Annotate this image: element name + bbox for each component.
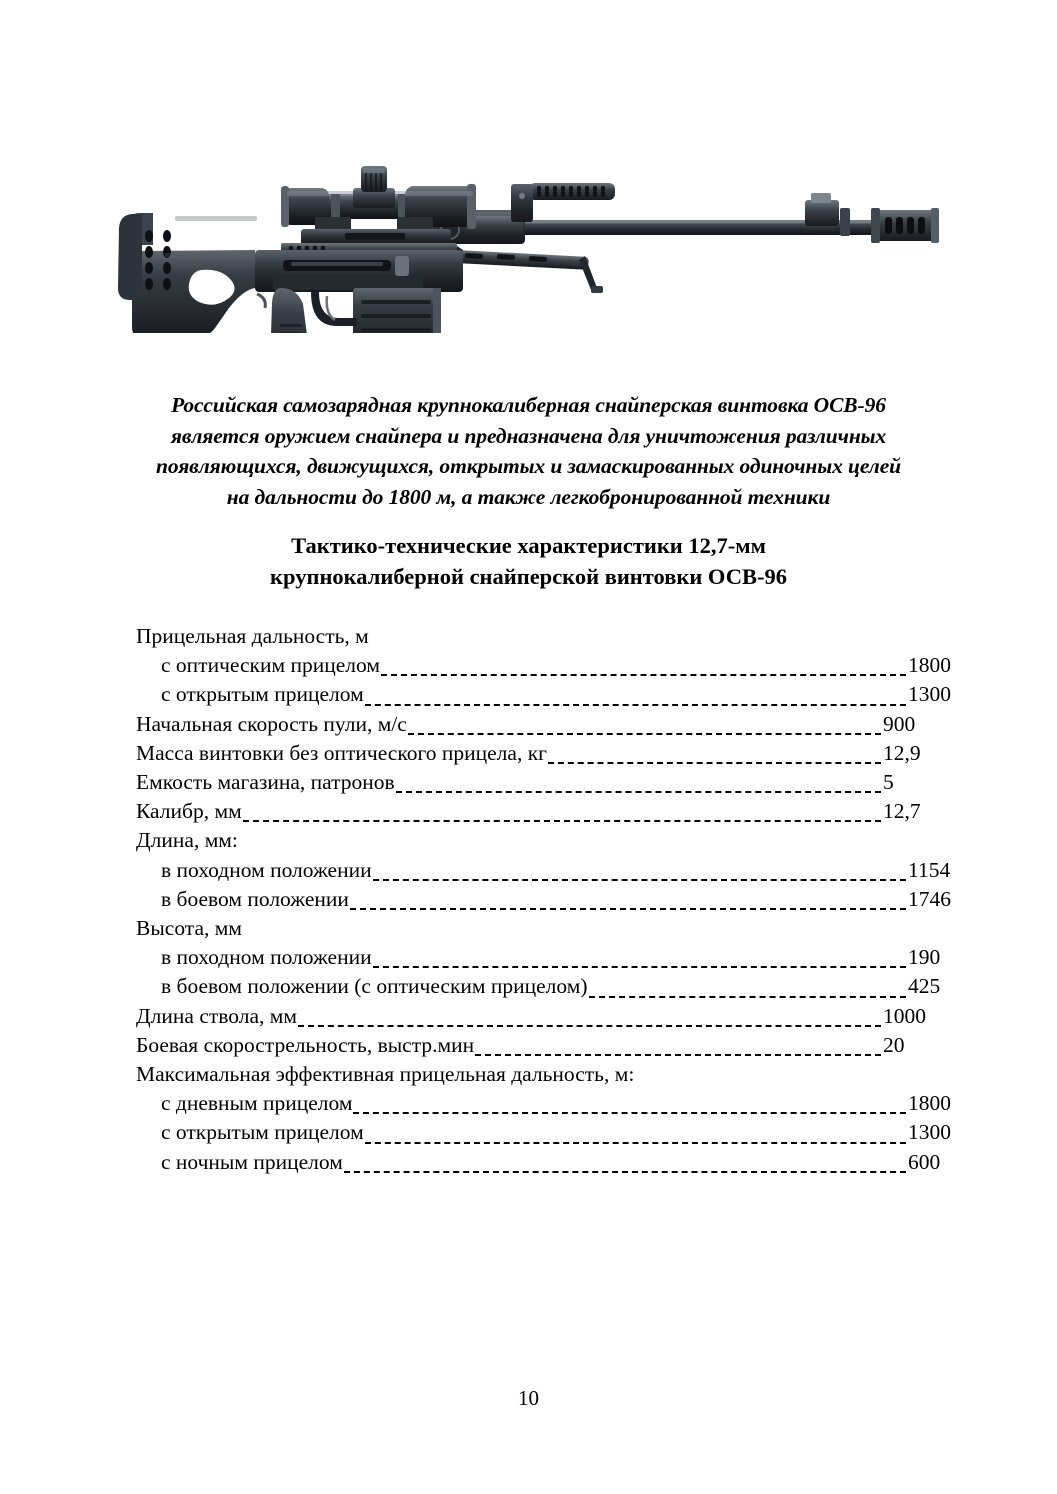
dot-leader xyxy=(373,965,906,968)
spec-label: в походном положении xyxy=(161,945,372,970)
spec-row xyxy=(136,914,941,943)
spec-row xyxy=(136,768,941,797)
intro-paragraph xyxy=(95,390,962,512)
spec-row xyxy=(136,943,966,972)
heading-line-2: крупнокалиберной снайперской винтовки ОСВ-96 xyxy=(270,564,787,589)
spec-row xyxy=(136,972,966,1001)
spec-row xyxy=(136,1089,966,1118)
dot-leader xyxy=(350,907,906,910)
dot-leader xyxy=(758,1084,881,1085)
page-number: 10 xyxy=(518,1386,539,1410)
dot-leader xyxy=(625,646,881,647)
dot-leader xyxy=(560,851,881,852)
spec-label: Длина ствола, мм xyxy=(136,1003,297,1028)
intro-line-4: на дальности до 1800 м, а также легкобронированной техники xyxy=(226,484,831,509)
spec-row xyxy=(136,1002,941,1031)
spec-value: 425 xyxy=(908,974,941,999)
spec-row xyxy=(136,710,941,739)
dot-leader xyxy=(365,1141,906,1144)
spec-label: с открытым прицелом xyxy=(161,1120,364,1145)
dot-leader xyxy=(475,1053,881,1056)
spec-row xyxy=(136,651,966,680)
spec-row xyxy=(136,622,941,651)
dot-leader xyxy=(381,673,906,676)
dot-leader xyxy=(344,1170,906,1173)
spec-row xyxy=(136,1118,966,1147)
dot-leader xyxy=(548,761,881,764)
spec-value: 1746 xyxy=(908,886,951,911)
spec-row xyxy=(136,739,941,768)
spec-row xyxy=(136,1031,941,1060)
dot-leader xyxy=(373,878,906,881)
spec-value: 12,9 xyxy=(883,740,921,765)
spec-label: в походном положении xyxy=(161,857,372,882)
spec-label: Боевая скорострельность, выстр.мин xyxy=(136,1032,475,1057)
spec-row xyxy=(136,680,966,709)
osv-96-rifle-figure xyxy=(105,138,945,333)
spec-label: в боевом положении xyxy=(161,886,349,911)
rifle-illustration xyxy=(105,138,945,333)
spec-value: 12,7 xyxy=(883,799,921,824)
spec-value: 1000 xyxy=(883,1003,926,1028)
dot-leader xyxy=(562,938,881,939)
dot-leader xyxy=(396,790,881,793)
dot-leader xyxy=(408,732,881,735)
spec-label: Емкость магазина, патронов xyxy=(136,770,395,795)
spec-value: 600 xyxy=(908,1149,941,1174)
spec-row xyxy=(136,1060,941,1089)
spec-value: 20 xyxy=(883,1032,905,1057)
spec-label: Высота, мм xyxy=(136,916,242,941)
heading-line-1: Тактико-технические характеристики 12,7-мм xyxy=(291,533,766,558)
spec-label: с дневным прицелом xyxy=(161,1091,353,1116)
spec-value: 190 xyxy=(908,945,941,970)
spec-value: 1800 xyxy=(908,1091,951,1116)
intro-line-1: Российская самозарядная крупнокалиберная снайперская винтовка ОСВ-96 xyxy=(171,393,886,417)
spec-value: 1154 xyxy=(908,857,951,882)
dot-leader xyxy=(589,995,906,998)
spec-value: 1300 xyxy=(908,682,951,707)
section-heading xyxy=(95,530,962,592)
spec-row xyxy=(136,797,941,826)
spec-value: 5 xyxy=(883,770,894,795)
spec-label: с открытым прицелом xyxy=(161,682,364,707)
dot-leader xyxy=(243,819,881,822)
spec-value: 900 xyxy=(883,711,916,736)
spec-row xyxy=(136,1148,966,1177)
spec-row xyxy=(136,826,941,855)
spec-label: с ночным прицелом xyxy=(161,1149,343,1174)
spec-label: Длина, мм: xyxy=(136,828,238,853)
dot-leader xyxy=(353,1111,906,1114)
spec-label: в боевом положении (с оптическим прицелом) xyxy=(161,974,588,999)
spec-label: с оптическим прицелом xyxy=(161,653,380,678)
spec-label: Масса винтовки без оптического прицела, кг xyxy=(136,740,547,765)
spec-label: Начальная скорость пули, м/с xyxy=(136,711,407,736)
specifications-list xyxy=(136,622,951,1177)
spec-row xyxy=(136,885,966,914)
spec-label: Максимальная эффективная прицельная дальность, м: xyxy=(136,1062,635,1087)
spec-value: 1800 xyxy=(908,653,951,678)
intro-line-2: является оружием снайпера и предназначена для уничтожения различных xyxy=(170,423,887,448)
spec-value: 1300 xyxy=(908,1120,951,1145)
dot-leader xyxy=(365,703,906,706)
dot-leader xyxy=(298,1024,881,1027)
spec-label: Прицельная дальность, м xyxy=(136,624,369,648)
spec-row xyxy=(136,856,966,885)
intro-line-3: появляющихся, движущихся, открытых и замаскированных одиночных целей xyxy=(155,454,901,478)
spec-label: Калибр, мм xyxy=(136,799,242,824)
